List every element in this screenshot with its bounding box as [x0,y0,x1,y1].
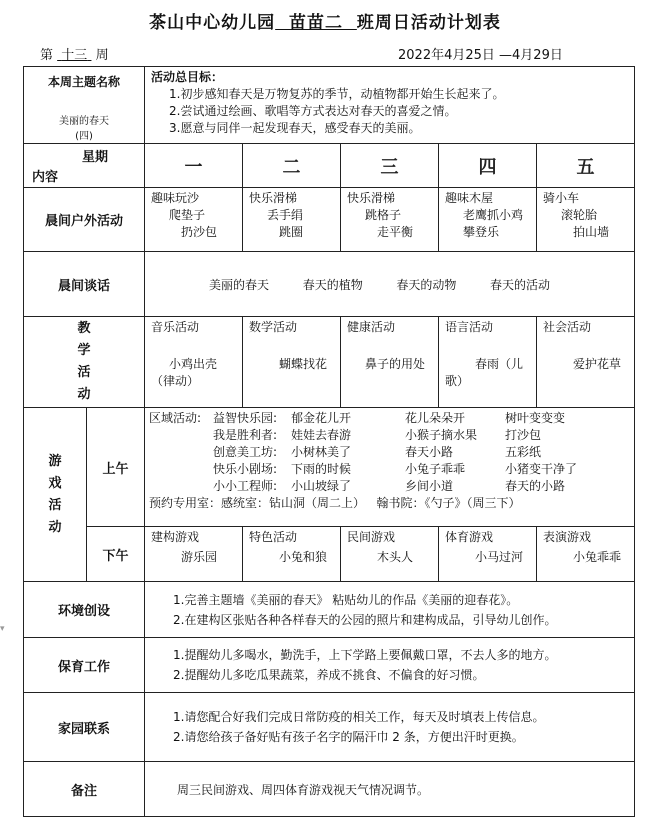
day-fri: 五 [537,144,635,188]
talk-row [24,252,635,317]
afternoon-game: 民间游戏 木头人 [341,527,439,582]
afternoon-game: 体育游戏 小马过河 [439,527,537,582]
weekday-header-cell [24,144,145,188]
environment-item: 2.在建构区张贴各种各样春天的公园的照片和建构成品，引导幼儿创作。 [173,612,557,627]
care-label: 保育工作 [24,638,145,693]
afternoon-game: 表演游戏 小兔乖乖 [537,527,635,582]
date-range: 2022年4月25日 —4月29日 [398,48,563,63]
family-row [24,693,635,762]
remarks-label: 备注 [24,762,145,817]
day-thu: 四 [439,144,537,188]
page-title [0,8,650,33]
talk-topic: 春天的活动 [490,277,551,292]
teaching-row [24,317,635,408]
goal-item: 2.尝试通过绘画、歌唱等方式表达对春天的喜爱之情。 [169,104,457,118]
plan-table [23,66,635,817]
goals-label: 活动总目标： [151,70,224,84]
weekday-row [24,144,635,188]
area-row: 区域活动: 益智快乐园: 郁金花儿开 花儿朵朵开 树叶变变变 [149,411,566,425]
theme-row [24,67,635,144]
talk-topic: 春天的动物 [396,277,457,292]
talk-topic: 美丽的春天 [209,277,270,292]
title-suffix: 班周日活动计划表 [356,13,501,33]
area-row: 我是胜利者: 娃娃去春游 小猴子摘水果 打沙包 [213,428,542,442]
goal-item: 1.初步感知春天是万物复苏的季节，动植物都开始生长起来了。 [169,87,505,101]
afternoon-game: 特色活动 小兔和狼 [243,527,341,582]
area-label: 区域活动: [149,411,202,425]
goal-item: 3.愿意与同伴一起发现春天，感受春天的美丽。 [169,121,421,135]
outdoor-day: 快乐滑梯 丢手绢 跳圈 [243,188,341,252]
area-row: 快乐小剧场: 下雨的时候 小兔子乖乖 小猪变干净了 [213,462,578,476]
talk-label: 晨间谈话 [24,252,145,317]
weekday-label: 星期 [82,150,109,165]
special-rooms: 预约专用室：感统室：钻山洞（周二上） 翰书院：《勺子》（周三下） [149,496,521,510]
environment-items [145,582,635,638]
teaching-day: 社会活动 爱护花草 [537,317,635,408]
remarks-text: 周三民间游戏、周四体育游戏视天气情况调节。 [145,762,635,817]
care-row [24,638,635,693]
outdoor-label: 晨间户外活动 [24,188,145,252]
outdoor-day: 骑小车 滚轮胎 拍山墙 [537,188,635,252]
area-row: 小小工程师: 小山坡绿了 乡间小道 春天的小路 [213,479,566,493]
teaching-day: 健康活动 鼻子的用处 [341,317,439,408]
games-afternoon-row [24,527,635,582]
outdoor-row [24,188,635,252]
family-item: 2.请您给孩子备好贴有孩子名字的隔汗巾 2 条，方便出汗时更换。 [173,730,524,744]
morning-label: 上午 [87,408,145,527]
care-items [145,638,635,693]
day-wed: 三 [341,144,439,188]
class-name: 苗苗二 [289,13,343,33]
school-name: 茶山中心幼儿园 [149,13,276,33]
outdoor-day: 快乐滑梯 跳格子 走平衡 [341,188,439,252]
games-label: 游 戏 活 动 [24,408,87,582]
family-label: 家园联系 [24,693,145,762]
outdoor-day: 趣味玩沙 爬垫子 扔沙包 [145,188,243,252]
teaching-day: 数学活动 蝴蝶找花 [243,317,341,408]
teaching-day: 语言活动 春雨（儿 歌） [439,317,537,408]
environment-label: 环境创设 [24,582,145,638]
theme-sub: (四) [75,131,93,142]
talk-topics [145,252,635,317]
talk-topic: 春天的植物 [302,277,363,292]
teaching-label: 教 学 活 动 [24,317,145,408]
family-item: 1.请您配合好我们完成日常防疫的相关工作，每天及时填表上传信息。 [173,710,545,724]
area-row: 创意美工坊: 小树林美了 春天小路 五彩纸 [213,445,542,459]
afternoon-game: 建构游戏 游乐园 [145,527,243,582]
goals-cell [145,67,635,144]
content-label: 内容 [32,170,59,185]
theme-label: 本周主题名称 [48,75,121,89]
games-morning-row [24,408,635,527]
theme-cell [24,67,145,144]
care-item: 2.提醒幼儿多吃瓜果蔬菜，养成不挑食、不偏食的好习惯。 [173,668,485,682]
margin-marker-icon: ▾ [0,624,5,634]
day-mon: 一 [145,144,243,188]
environment-row [24,582,635,638]
day-tue: 二 [243,144,341,188]
family-items [145,693,635,762]
week-number: 第 十三 周 [40,48,109,63]
afternoon-label: 下午 [87,527,145,582]
theme-name: 美丽的春天 [59,116,109,127]
environment-item: 1.完善主题墙《美丽的春天》 粘贴幼儿的作品《美丽的迎春花》。 [173,592,519,607]
teaching-day: 音乐活动 小鸡出壳 （律动） [145,317,243,408]
remarks-row [24,762,635,817]
care-item: 1.提醒幼儿多喝水，勤洗手，上下学路上要佩戴口罩，不去人多的地方。 [173,648,557,662]
outdoor-day: 趣味木屋 老鹰抓小鸡 攀登乐 [439,188,537,252]
area-activities [145,408,635,527]
